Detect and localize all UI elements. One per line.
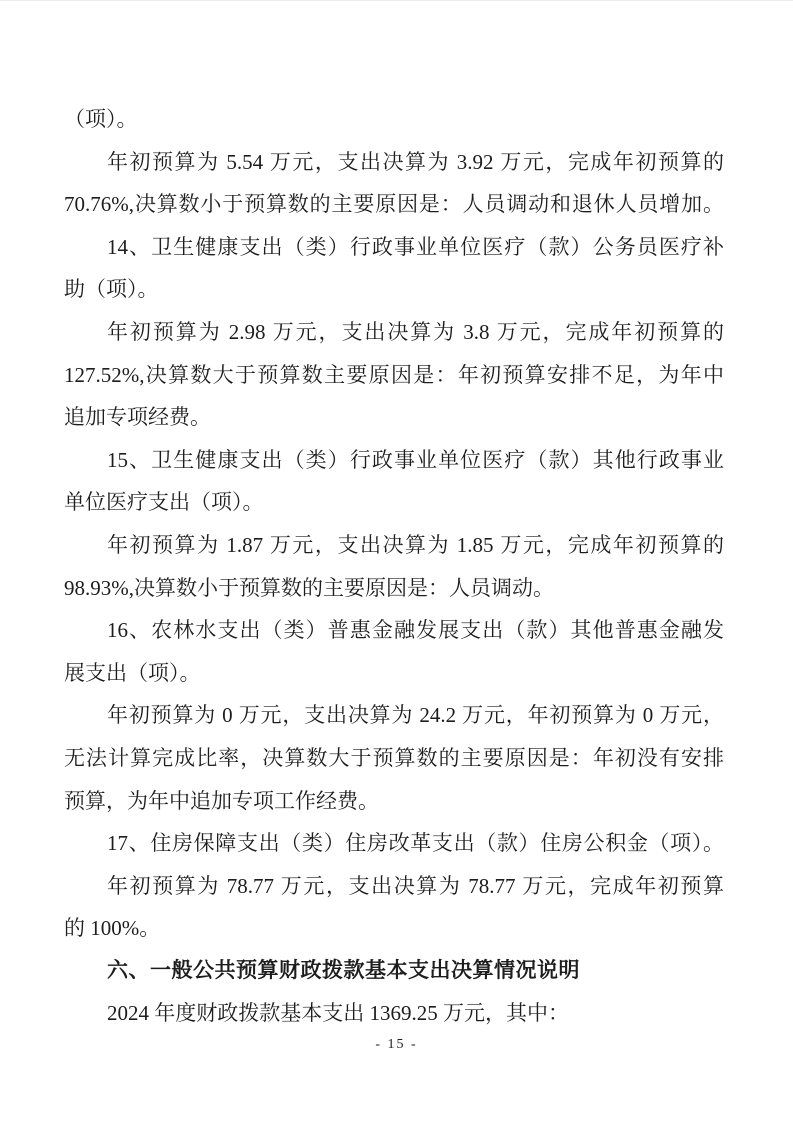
text-line: 98.93%,决算数小于预算数的主要原因是：人员调动。 bbox=[64, 575, 554, 600]
text-line: 追加专项经费。 bbox=[64, 405, 211, 430]
text-line: 年初预算为 5.54 万元，支出决算为 3.92 万元，完成年初预算的 bbox=[107, 149, 724, 174]
text-line: 展支出（项）。 bbox=[64, 660, 201, 685]
text-line: 2024 年度财政拨款基本支出 1369.25 万元，其中： bbox=[107, 1001, 569, 1026]
text-line: 年初预算为 1.87 万元，支出决算为 1.85 万元，完成年初预算的 bbox=[107, 532, 724, 557]
text-line: 127.52%,决算数大于预算数主要原因是：年初预算安排不足，为年中 bbox=[64, 362, 724, 387]
document-body bbox=[64, 98, 724, 1035]
text-line: 预算，为年中追加专项工作经费。 bbox=[64, 788, 379, 813]
text-line: 年初预算为 0 万元，支出决算为 24.2 万元，年初预算为 0 万元， bbox=[107, 703, 724, 728]
section-heading: 六、一般公共预算财政拨款基本支出决算情况说明 bbox=[107, 958, 580, 982]
text-line: （项）。 bbox=[64, 107, 138, 131]
text-line: 17、住房保障支出（类）住房改革支出（款）住房公积金（项）。 bbox=[107, 831, 724, 856]
text-line: 16、农林水支出（类）普惠金融发展支出（款）其他普惠金融发 bbox=[107, 618, 724, 643]
text-line: 的 100%。 bbox=[64, 916, 161, 941]
text-line: 14、卫生健康支出（类）行政事业单位医疗（款）公务员医疗补 bbox=[107, 234, 724, 259]
page-number: - 15 - bbox=[375, 1037, 418, 1052]
text-line: 无法计算完成比率，决算数大于预算数的主要原因是：年初没有安排 bbox=[64, 745, 724, 770]
text-line: 年初预算为 2.98 万元，支出决算为 3.8 万元，完成年初预算的 bbox=[107, 319, 724, 344]
text-line: 年初预算为 78.77 万元，支出决算为 78.77 万元，完成年初预算 bbox=[107, 873, 724, 898]
text-line: 助（项）。 bbox=[64, 277, 159, 302]
text-line: 15、卫生健康支出（类）行政事业单位医疗（款）其他行政事业 bbox=[107, 447, 724, 472]
text-line: 70.76%,决算数小于预算数的主要原因是：人员调动和退休人员增加。 bbox=[64, 192, 724, 217]
text-line: 单位医疗支出（项）。 bbox=[64, 490, 264, 515]
